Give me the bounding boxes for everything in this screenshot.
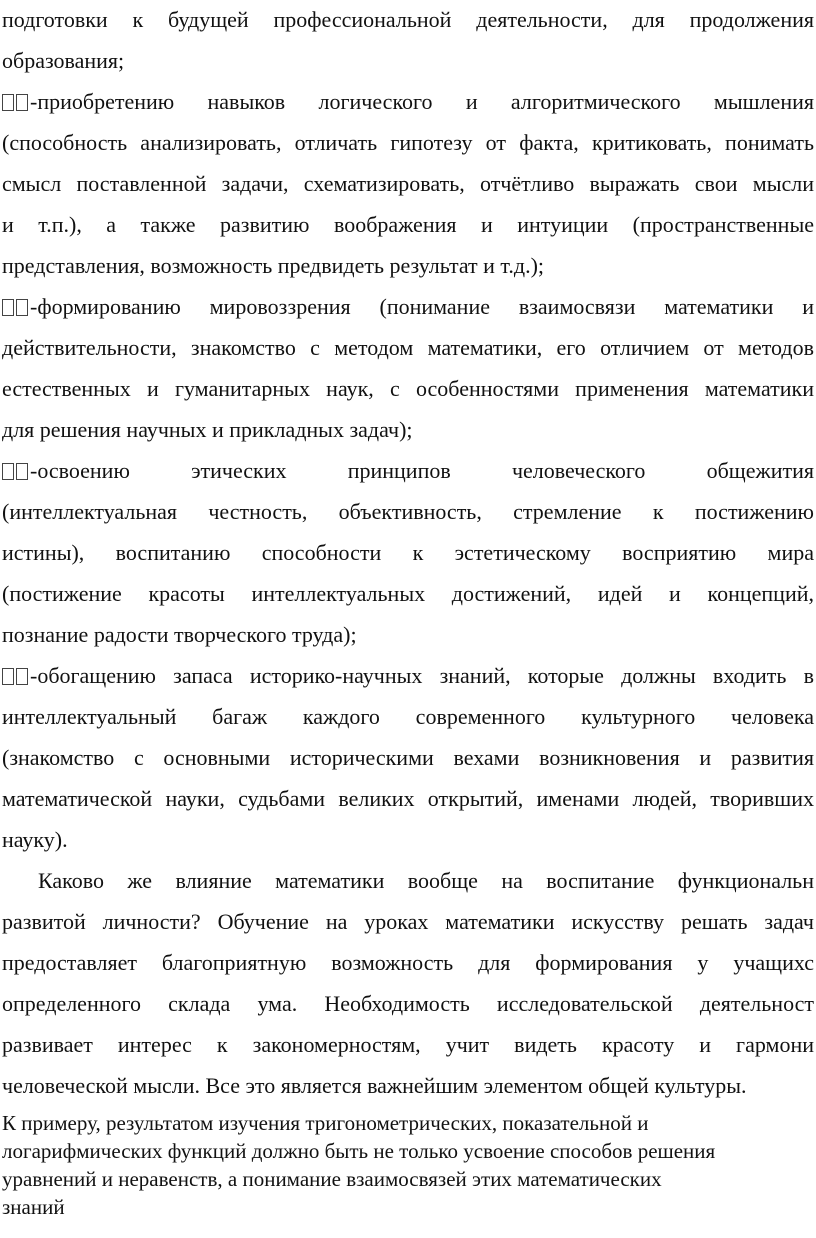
text-line: математической науки, судьбами великих открытий, именами людей, творивших <box>2 786 814 811</box>
text-line: К примеру, результатом изучения тригонометрических, показательной и <box>2 1111 649 1135</box>
text-line: естественных и гуманитарных наук, с особенностями применения математики <box>2 376 814 401</box>
bullet-line <box>2 663 814 689</box>
text-line: знаний <box>2 1195 65 1219</box>
text-line: образования; <box>2 48 125 73</box>
text-line: (интеллектуальная честность, объективность, стремление к постижению <box>2 499 814 524</box>
text-line: истины), воспитанию способности к эстетическому восприятию мира <box>2 540 814 565</box>
text-line: развитой личности? Обучение на уроках математики искусству решать задач <box>2 909 814 934</box>
text-line: познание радости творческого труда); <box>2 622 357 647</box>
text-line: развивает интерес к закономерностям, учит видеть красоту и гармони <box>2 1032 814 1057</box>
text-line: науку). <box>2 827 68 852</box>
text-line: и т.п.), а также развитию воображения и интуиции (пространственные <box>2 212 814 237</box>
missing-glyph-icon <box>2 89 30 115</box>
bullet-line <box>2 294 814 320</box>
text-line: предоставляет благоприятную возможность для формирования у учащихс <box>2 950 814 975</box>
bullet-text: -обогащению запаса историко-научных знаний, которые должны входить в <box>30 663 814 688</box>
text-line: человеческой мысли. Все это является важнейшим элементом общей культуры. <box>2 1073 747 1098</box>
missing-glyph-icon <box>2 663 30 689</box>
text-line: уравнений и неравенств, а понимание взаимосвязей этих математических <box>2 1167 662 1191</box>
bullet-line <box>2 89 814 115</box>
missing-glyph-icon <box>2 294 30 320</box>
text-line: (знакомство с основными историческими вехами возникновения и развития <box>2 745 814 770</box>
text-line: логарифмических функций должно быть не только усвоение способов решения <box>2 1139 716 1163</box>
text-line: подготовки к будущей профессиональной деятельности, для продолжения <box>2 7 814 32</box>
text-line: интеллектуальный багаж каждого современного культурного человека <box>2 704 814 729</box>
text-line: (способность анализировать, отличать гипотезу от факта, критиковать, понимать <box>2 130 814 155</box>
bullet-text: -освоению этических принципов человеческого общежития <box>30 458 814 483</box>
text-line: определенного склада ума. Необходимость исследовательской деятельност <box>2 991 814 1016</box>
bullet-text: -формированию мировоззрения (понимание взаимосвязи математики и <box>30 294 814 319</box>
text-line: для решения научных и прикладных задач); <box>2 417 413 442</box>
text-line: смысл поставленной задачи, схематизировать, отчётливо выражать свои мысли <box>2 171 814 196</box>
text-line: действительности, знакомство с методом математики, его отличием от методов <box>2 335 814 360</box>
bullet-line <box>2 458 814 484</box>
bullet-text: -приобретению навыков логического и алгоритмического мышления <box>30 89 814 114</box>
text-line: представления, возможность предвидеть результат и т.д.); <box>2 253 545 278</box>
text-line: Каково же влияние математики вообще на воспитание функциональн <box>38 868 814 893</box>
missing-glyph-icon <box>2 458 30 484</box>
text-line: (постижение красоты интеллектуальных достижений, идей и концепций, <box>2 581 814 606</box>
